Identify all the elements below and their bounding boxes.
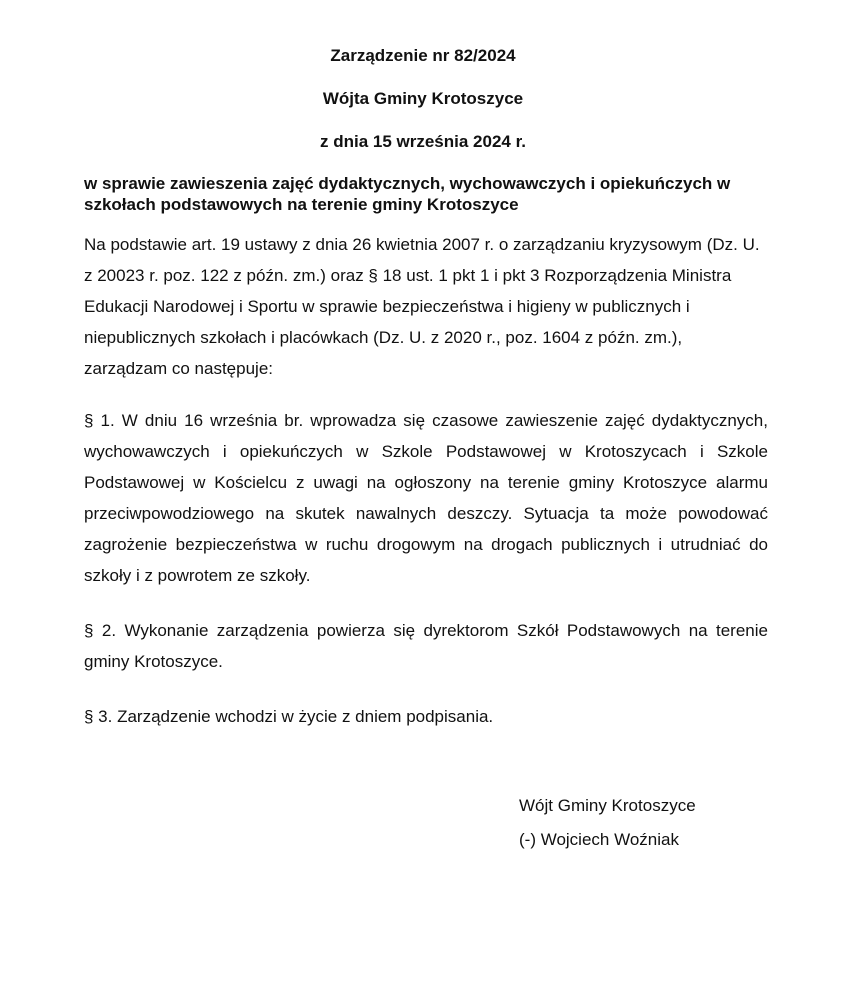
section-1-paragraph: § 1. W dniu 16 września br. wprowadza się czasowe zawieszenie zajęć dydaktycznych, wychowawczych i opiekuńczych w Szkole Podstawowej w Krotoszycach i Szkole Podstawowej w Kościelcu z uwagi na ogłoszony na terenie gminy Krotoszyce alarmu przeciwpowodziowego na skutek nawalnych deszczy. Sytuacja ta może powodować zagrożenie bezpieczeństwa w ruchu drogowym na drogach publicznych i utrudniać do szkoły i z powrotem ze szkoły. (84, 411, 768, 585)
signature-name: (-) Wojciech Woźniak (519, 830, 679, 849)
document-date: z dnia 15 września 2024 r. (319, 132, 526, 151)
section-3-paragraph: § 3. Zarządzenie wchodzi w życie z dniem podpisania. (84, 707, 494, 726)
signature-role: Wójt Gminy Krotoszyce (519, 796, 696, 815)
legal-basis-paragraph: Na podstawie art. 19 ustawy z dnia 26 kwietnia 2007 r. o zarządzaniu kryzysowym (Dz. U. z 20023 r. poz. 122 z późn. zm.) oraz § 18 ust. 1 pkt 1 i pkt 3 Rozporządzenia Ministra Edukacji Narodowej i Sportu w sprawie bezpieczeństwa i higieny w publicznych i niepublicznych szkołach i placówkach (Dz. U. z 2020 r., poz. 1604 z późn. zm.), zarządzam co następuje: (84, 235, 760, 378)
document-subject: w sprawie zawieszenia zajęć dydaktycznych, wychowawczych i opiekuńczych w szkołach podstawowych na terenie gminy Krotoszyce (84, 174, 731, 214)
section-2-paragraph: § 2. Wykonanie zarządzenia powierza się dyrektorom Szkół Podstawowych na terenie gminy Krotoszyce. (84, 621, 768, 671)
document-title: Zarządzenie nr 82/2024 (330, 46, 516, 65)
document-issuer: Wójta Gminy Krotoszyce (322, 89, 524, 108)
